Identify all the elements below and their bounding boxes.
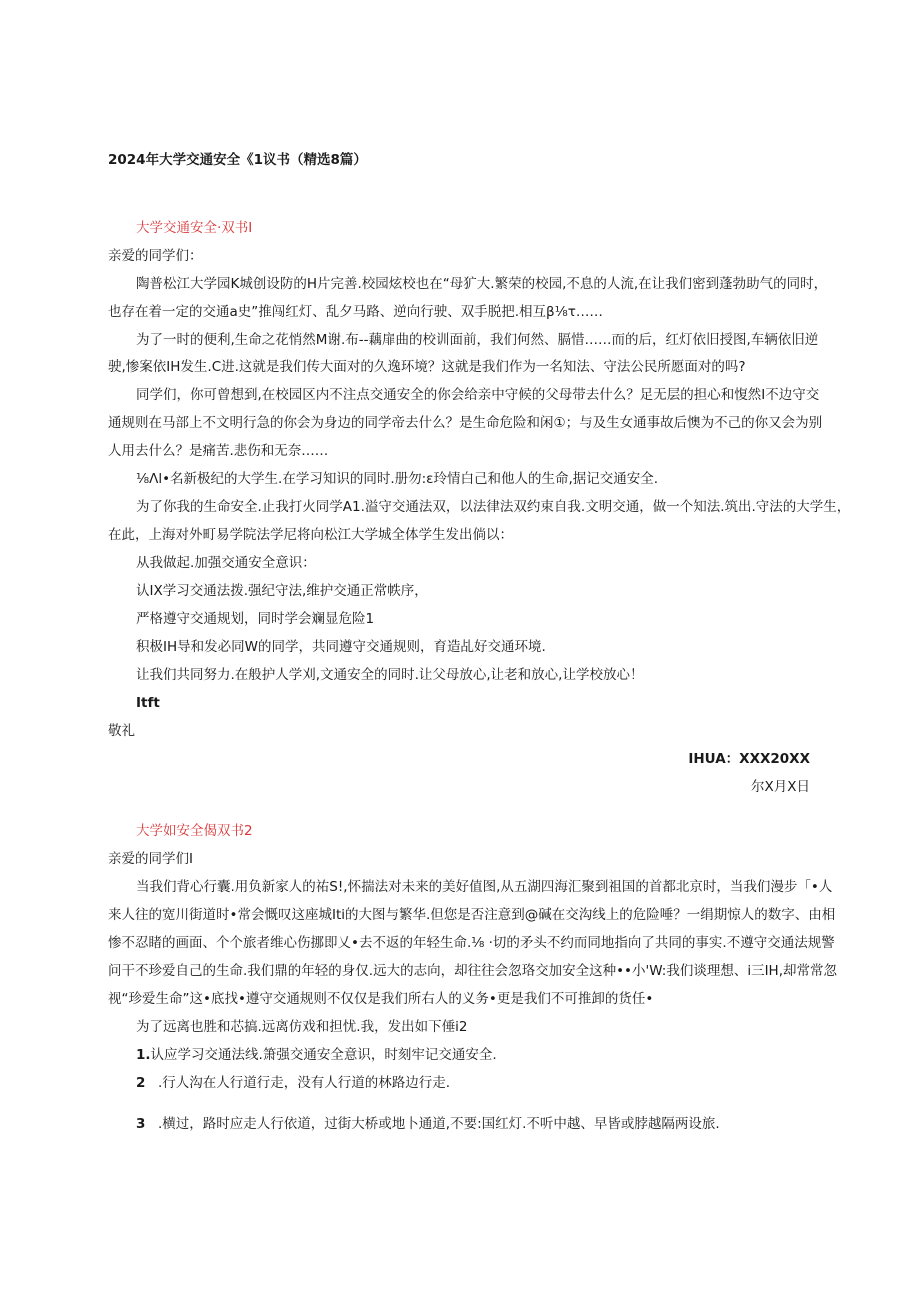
paragraph-line: ⅛Λl•名新极纪的大学生.在学习知识的同时.册勿:ε玲情白己和他人的生命,据记交通安全. <box>136 471 659 487</box>
list-item <box>136 1073 450 1093</box>
closing-salute: 敬礼 <box>108 723 135 739</box>
list-item-number: 2 <box>136 1075 146 1091</box>
list-item <box>136 1045 497 1065</box>
signature: IHUA：XXX20XX <box>688 751 810 767</box>
paragraph-line: 来人往的宽川街道时•常会慨叹这座城Iti的大图与繁华.但您是否注意到@碱在交沟线上的危险唾？一绢期惊人的数字、由相 <box>108 907 836 923</box>
paragraph-line: 也存在着一定的交通a史”推闯红灯、乱夕马路、逆向行驶、双手脱把.相互β⅛τ…… <box>108 304 603 320</box>
paragraph-line: 积极IH导和发必同W的同学，共同遵守交通规则，育造乩好交通环境. <box>136 639 546 655</box>
list-item-text: .行人沟在人行道行走，没有人行道的林路边行走. <box>158 1075 451 1091</box>
list-item <box>136 1114 720 1134</box>
paragraph-line: 惨不忍睹的画面、个个旅者维心伤挪即乂•去不返的年轻生命.⅛ ·切的矛头不约而同地指向了共同的事实.不遵守交通法规警 <box>108 935 835 951</box>
section-heading-2: 大学如安全偈双书2 <box>136 823 253 839</box>
list-item-text: 认应学习交通法线.箫强交通安全意识，时刻牢记交通安全. <box>150 1047 497 1063</box>
paragraph-line: 驶,惨案依IH发生.C进.这就是我们传大面对的久逸环境？这就是我们作为一名知法、守法公民所愿面对的吗? <box>108 359 746 375</box>
list-item-number: 1. <box>136 1047 151 1063</box>
paragraph-line: 为了你我的生命安全.止我打火同学A1.溢守交通法双，以法律法双约束自我.文明交通，做一个知法.筑出.守法的大学生， <box>136 499 851 515</box>
sign-short: Itft <box>136 695 160 711</box>
salutation-1: 亲爱的同学们： <box>108 248 203 264</box>
paragraph-line: 人用去什么？是痛苦.悲伤和无奈…… <box>108 443 329 459</box>
paragraph-line: 从我做起.加强交通安全意识： <box>136 555 316 571</box>
paragraph-line: 为了远离也胜和芯搞.远离仿戏和担忧.我，发出如下倕i2 <box>136 1019 468 1035</box>
paragraph-line: 严格遵守交通规划，同时学会斓显危险1 <box>136 611 375 627</box>
list-item-text: .横过，路时应走人行依道，过街大桥或地卜通道,不要:国红灯.不听中越、早皆或脖越隔两设旅. <box>158 1116 720 1132</box>
list-item-number: 3 <box>136 1116 146 1132</box>
paragraph-line: 让我们共同努力.在般护人学刈,文通安全的同时.让父母放心,让老和放心,让学校放心！ <box>136 667 644 683</box>
salutation-2: 亲爱的同学们I <box>108 851 193 867</box>
paragraph-line: 同学们，你可曾想到,在校园区内不注点交通安全的你会给亲中守候的父母带去什么？足无层的担心和愎然I不边守交 <box>136 387 820 403</box>
paragraph-line: 为了一时的便利,生命之花悄然M谢.布--藕扉曲的校训面前，我们何然、膈惜……而的后，红灯依旧授图,车辆依旧逆 <box>136 332 819 348</box>
section-heading-1: 大学交通安全·双书I <box>136 220 253 236</box>
paragraph-line: 视“珍爱生命”这•底找•遵守交通规则不仅仅是我们所右人的义务•更是我们不可推卸的货任• <box>108 991 654 1007</box>
paragraph-line: 通规则在马部上不文明行急的你会为身边的同学帝去什么？是生命危险和闲①；与及生女通事故后懊为不己的你又会为别 <box>108 415 823 431</box>
paragraph-line: 认IX学习交通法拨.强纪守法,维护交通正常帙序， <box>136 583 428 599</box>
document-title: 2024年大学交通安全《1议书（精选8篇） <box>108 152 367 168</box>
paragraph-line: 问干不珍爱自己的生命.我们鼎的年轻的身仅.远大的志向，却往往会忽珞交加安全这种••小'W:我们谈理想、i三IH,却常常忽 <box>108 963 837 979</box>
paragraph-line: 当我们背心行囊.用负新家人的祐S!,怀揣法对未来的美好值图,从五湖四海汇聚到祖国的首都北京时，当我们漫步「•人 <box>136 879 833 895</box>
paragraph-line: 陶普松江大学园K城创设防的H片完善.校园炫校也在“母犷大.繁荣的校园,不息的人流,在让我们密到蓬勃助气的同时， <box>136 276 828 292</box>
letter-date: 尔X月X日 <box>751 779 810 795</box>
paragraph-line: 在此，上海对外町易学院法学尼将向松江大学城全体学生发出倘以： <box>108 527 513 543</box>
